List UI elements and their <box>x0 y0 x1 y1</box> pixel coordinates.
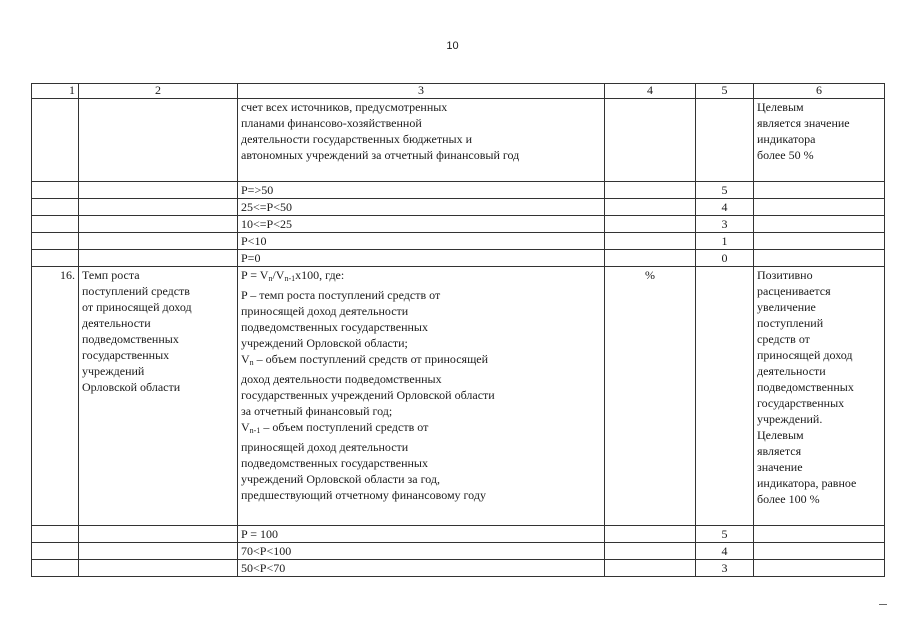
score-row <box>32 182 885 199</box>
cell-empty <box>754 182 885 199</box>
cell-empty <box>605 99 696 182</box>
cell-empty <box>79 99 238 182</box>
header-col-5: 5 <box>696 84 754 99</box>
score-row <box>32 216 885 233</box>
indicator-name: Темп роста поступлений средств от приносящей доход деятельности подведомственных государственных учреждений Орловской области <box>79 267 238 526</box>
formula-sub-n: n <box>268 274 273 283</box>
cell-empty <box>79 233 238 250</box>
cell-empty <box>79 199 238 216</box>
score-condition: P=0 <box>238 250 605 267</box>
target-note: Целевым является значение индикатора более 50 % <box>754 99 885 182</box>
cell-empty <box>79 216 238 233</box>
score-row <box>32 250 885 267</box>
cell-empty <box>754 250 885 267</box>
cell-empty <box>605 233 696 250</box>
cell-empty <box>605 526 696 543</box>
cell-empty <box>605 199 696 216</box>
formula-vn-text: – объем поступлений средств от приносящей доход деятельности подведомственных государственных учреждений Орловской области за отчетный финансовый год; <box>241 352 495 418</box>
cell-empty <box>754 233 885 250</box>
calculation-text: счет всех источников, предусмотренных планами финансово-хозяйственной деятельности государственных бюджетных и автономных учреждений за отчетный финансовый год <box>238 99 605 182</box>
score-condition: P = 100 <box>238 526 605 543</box>
cell-empty <box>32 182 79 199</box>
score-value: 4 <box>696 543 754 560</box>
formula-vn-sub: n <box>249 358 254 367</box>
indicator-note: Позитивно расценивается увеличение поступлений средств от приносящей доход деятельности подведомственных государственных учреждений. Целевым является значение индикатора, равное более 100 % <box>754 267 885 526</box>
score-condition: P=>50 <box>238 182 605 199</box>
score-value: 1 <box>696 233 754 250</box>
cell-empty <box>754 526 885 543</box>
cell-empty <box>754 199 885 216</box>
indicator-formula <box>238 267 605 526</box>
header-col-6: 6 <box>754 84 885 99</box>
header-col-2: 2 <box>79 84 238 99</box>
cell-empty <box>754 216 885 233</box>
indicator-number: 16. <box>32 267 79 526</box>
cell-empty <box>754 560 885 577</box>
cell-empty <box>605 250 696 267</box>
score-value: 3 <box>696 216 754 233</box>
formula-vn1-sub: n-1 <box>249 426 261 435</box>
cell-empty <box>605 216 696 233</box>
indicator-row-16 <box>32 267 885 526</box>
indicator-table <box>31 83 885 577</box>
cell-empty <box>32 199 79 216</box>
cell-empty <box>696 267 754 526</box>
page-number: 10 <box>446 40 459 52</box>
cell-empty <box>79 250 238 267</box>
cell-empty <box>605 182 696 199</box>
cell-empty <box>32 233 79 250</box>
score-row <box>32 560 885 577</box>
score-value: 3 <box>696 560 754 577</box>
score-row <box>32 199 885 216</box>
formula-main <box>241 267 601 287</box>
cell-empty <box>605 560 696 577</box>
table-row <box>32 99 885 182</box>
cell-empty <box>605 543 696 560</box>
score-condition: 70<P<100 <box>238 543 605 560</box>
header-col-3: 3 <box>238 84 605 99</box>
formula-p-suffix: x100, где: <box>295 268 345 282</box>
formula-vn-definition <box>241 351 601 419</box>
cell-empty <box>79 526 238 543</box>
score-condition: 25<=P<50 <box>238 199 605 216</box>
scan-mark <box>879 604 887 605</box>
header-col-1: 1 <box>32 84 79 99</box>
cell-empty <box>32 250 79 267</box>
table-header-row <box>32 84 885 99</box>
cell-empty <box>32 99 79 182</box>
formula-vn1-definition <box>241 419 601 503</box>
formula-p-definition: P – темп роста поступлений средств от приносящей доход деятельности подведомственных государственных учреждений Орловской области; <box>241 288 441 350</box>
score-value: 4 <box>696 199 754 216</box>
cell-empty <box>79 560 238 577</box>
score-condition: 10<=P<25 <box>238 216 605 233</box>
cell-empty <box>32 543 79 560</box>
score-value: 5 <box>696 526 754 543</box>
cell-empty <box>79 543 238 560</box>
cell-empty <box>32 526 79 543</box>
score-value: 5 <box>696 182 754 199</box>
score-row <box>32 543 885 560</box>
header-col-4: 4 <box>605 84 696 99</box>
formula-vn1-prefix: V <box>241 420 250 434</box>
formula-sub-n-minus-1: n-1 <box>284 274 296 283</box>
cell-empty <box>32 560 79 577</box>
cell-empty <box>696 99 754 182</box>
cell-empty <box>79 182 238 199</box>
indicator-unit: % <box>605 267 696 526</box>
formula-slash: /V <box>272 268 285 282</box>
formula-vn-prefix: V <box>241 352 250 366</box>
score-condition: P<10 <box>238 233 605 250</box>
score-condition: 50<P<70 <box>238 560 605 577</box>
formula-p-prefix: P = V <box>241 268 269 282</box>
cell-empty <box>754 543 885 560</box>
cell-empty <box>32 216 79 233</box>
score-value: 0 <box>696 250 754 267</box>
formula-vn1-text: – объем поступлений средств от приносящей доход деятельности подведомственных государственных учреждений Орловской области за год, предшествующий отчетному финансовому году <box>241 420 486 502</box>
score-row <box>32 526 885 543</box>
score-row <box>32 233 885 250</box>
